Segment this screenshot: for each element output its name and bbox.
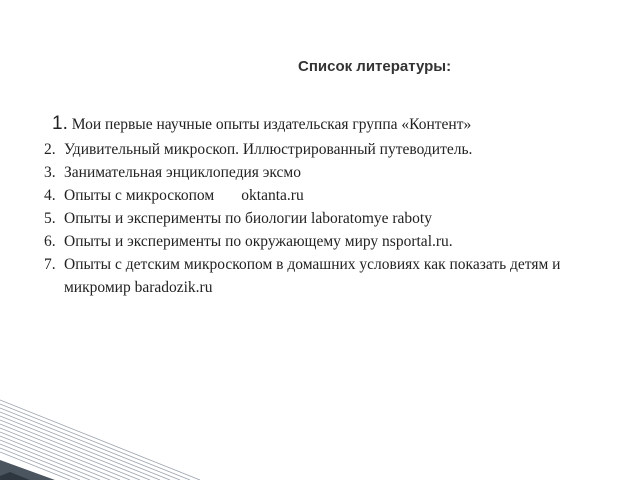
list-item [44, 253, 604, 299]
list-item-text: Опыты и эксперименты по биологии laboratomye raboty [64, 210, 432, 227]
list-item [52, 112, 604, 136]
list-item-text: Мои первые научные опыты издательская группа «Контент» [67, 116, 472, 133]
list-item-text: Опыты с микроскопом oktanta.ru [64, 187, 304, 204]
reference-list [44, 112, 604, 299]
list-item-number: 6. [44, 233, 56, 250]
list-item-number: 3. [44, 164, 56, 181]
slide-title: Список литературы: [298, 58, 452, 75]
list-item-text: Опыты и эксперименты по окружающему миру nsportal.ru. [64, 233, 453, 250]
list-item-text: Опыты с детским микроскопом в домашних условиях как показать детям и микромир baradozik.ru [64, 256, 561, 296]
list-item [44, 207, 604, 230]
list-item-number: 2. [44, 141, 56, 158]
list-item [44, 161, 604, 184]
list-item [44, 230, 604, 253]
list-item [44, 138, 604, 161]
list-item-text: Удивительный микроскоп. Иллюстрированный путеводитель. [64, 141, 473, 158]
list-item [44, 184, 604, 207]
corner-stripes-decoration [0, 390, 210, 480]
list-item-number: 5. [44, 210, 56, 227]
list-item-number: 1. [52, 113, 68, 134]
list-item-text: Занимательная энциклопедия эксмо [64, 164, 301, 181]
list-item-number: 7. [44, 256, 56, 273]
list-item-number: 4. [44, 187, 56, 204]
